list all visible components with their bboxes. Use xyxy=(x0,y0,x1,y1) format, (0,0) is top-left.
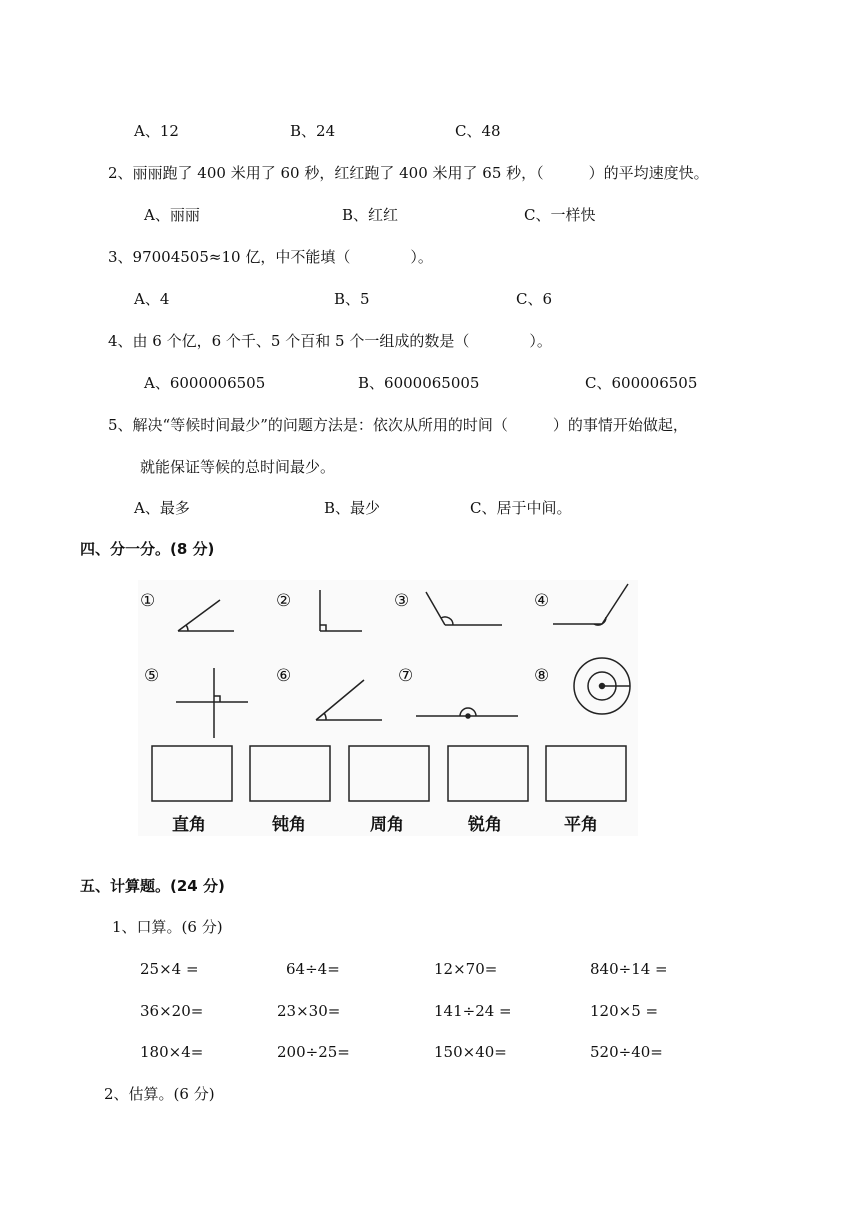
category-acute-angle: 锐角 xyxy=(468,815,502,835)
figure-number-8: ⑧ xyxy=(534,666,550,686)
figure-number-2: ② xyxy=(276,591,292,611)
calc-item: 64÷4= xyxy=(286,960,340,978)
q5-text-continued: 就能保证等候的总时间最少。 xyxy=(140,458,336,476)
category-right-angle: 直角 xyxy=(172,815,206,835)
figure-number-3: ③ xyxy=(394,591,410,611)
q4-text: 4、由 6 个亿，6 个千、5 个百和 5 个一组成的数是（ ）。 xyxy=(108,332,552,350)
mental-math-subtitle: 1、口算。(6 分) xyxy=(112,918,223,936)
q5-text: 5、解决“等候时间最少”的问题方法是：依次从所用的时间（ ）的事情开始做起， xyxy=(108,416,688,434)
calc-item: 840÷14 = xyxy=(590,960,668,978)
angle-1-acute-icon xyxy=(178,600,234,631)
q2-option-b: B、红红 xyxy=(342,206,399,224)
section4-title: 四、分一分。(8 分) xyxy=(80,540,215,558)
calc-item: 200÷25= xyxy=(277,1043,350,1061)
q2-text: 2、丽丽跑了 400 米用了 60 秒，红红跑了 400 米用了 65 秒，（ ）的平均速度快。 xyxy=(108,164,709,182)
calc-item: 520÷40= xyxy=(590,1043,663,1061)
q4-option-a: A、6000006505 xyxy=(144,374,266,392)
calc-item: 120×5 = xyxy=(590,1002,659,1020)
calc-item: 25×4 = xyxy=(140,960,199,978)
answer-box-straight xyxy=(546,746,626,801)
q3-option-a: A、4 xyxy=(134,290,170,308)
angle-diagram xyxy=(138,580,638,836)
category-obtuse-angle: 钝角 xyxy=(272,815,306,835)
calc-item: 36×20= xyxy=(140,1002,204,1020)
section5-title: 五、计算题。(24 分) xyxy=(80,877,225,895)
angle-7-straight-icon xyxy=(416,708,518,718)
q5-option-c: C、居于中间。 xyxy=(470,499,572,517)
q1-option-b: B、24 xyxy=(290,122,336,140)
calc-item: 180×4= xyxy=(140,1043,204,1061)
angle-3-obtuse-icon xyxy=(426,592,502,625)
q4-option-b: B、6000065005 xyxy=(358,374,480,392)
figure-number-5: ⑤ xyxy=(144,666,160,686)
figure-number-4: ④ xyxy=(534,591,550,611)
figure-number-7: ⑦ xyxy=(398,666,414,686)
answer-box-full xyxy=(349,746,429,801)
angle-6-acute-icon xyxy=(316,680,382,720)
angle-8-full-icon xyxy=(574,658,630,714)
q2-option-a: A、丽丽 xyxy=(144,206,200,224)
q5-option-a: A、最多 xyxy=(134,499,190,517)
category-full-angle: 周角 xyxy=(370,815,404,835)
answer-box-right xyxy=(152,746,232,801)
angle-2-right-icon xyxy=(320,590,362,631)
q4-option-c: C、600006505 xyxy=(585,374,698,392)
estimation-subtitle: 2、估算。(6 分) xyxy=(104,1085,215,1103)
q3-option-c: C、6 xyxy=(516,290,553,308)
answer-box-obtuse xyxy=(250,746,330,801)
figure-number-1: ① xyxy=(140,591,156,611)
q5-option-b: B、最少 xyxy=(324,499,381,517)
calc-item: 12×70= xyxy=(434,960,498,978)
angle-5-cross-icon xyxy=(176,668,248,738)
figure-number-6: ⑥ xyxy=(276,666,292,686)
calc-item: 150×40= xyxy=(434,1043,507,1061)
q3-text: 3、97004505≈10 亿，中不能填（ ）。 xyxy=(108,248,433,266)
category-straight-angle: 平角 xyxy=(564,815,598,835)
q2-option-c: C、一样快 xyxy=(524,206,596,224)
answer-box-acute xyxy=(448,746,528,801)
angle-figure xyxy=(138,580,638,836)
q1-option-c: C、48 xyxy=(455,122,501,140)
calc-item: 141÷24 = xyxy=(434,1002,512,1020)
q1-option-a: A、12 xyxy=(134,122,179,140)
calc-item: 23×30= xyxy=(277,1002,341,1020)
angle-4-obtuse-icon xyxy=(553,584,628,625)
q3-option-b: B、5 xyxy=(334,290,370,308)
